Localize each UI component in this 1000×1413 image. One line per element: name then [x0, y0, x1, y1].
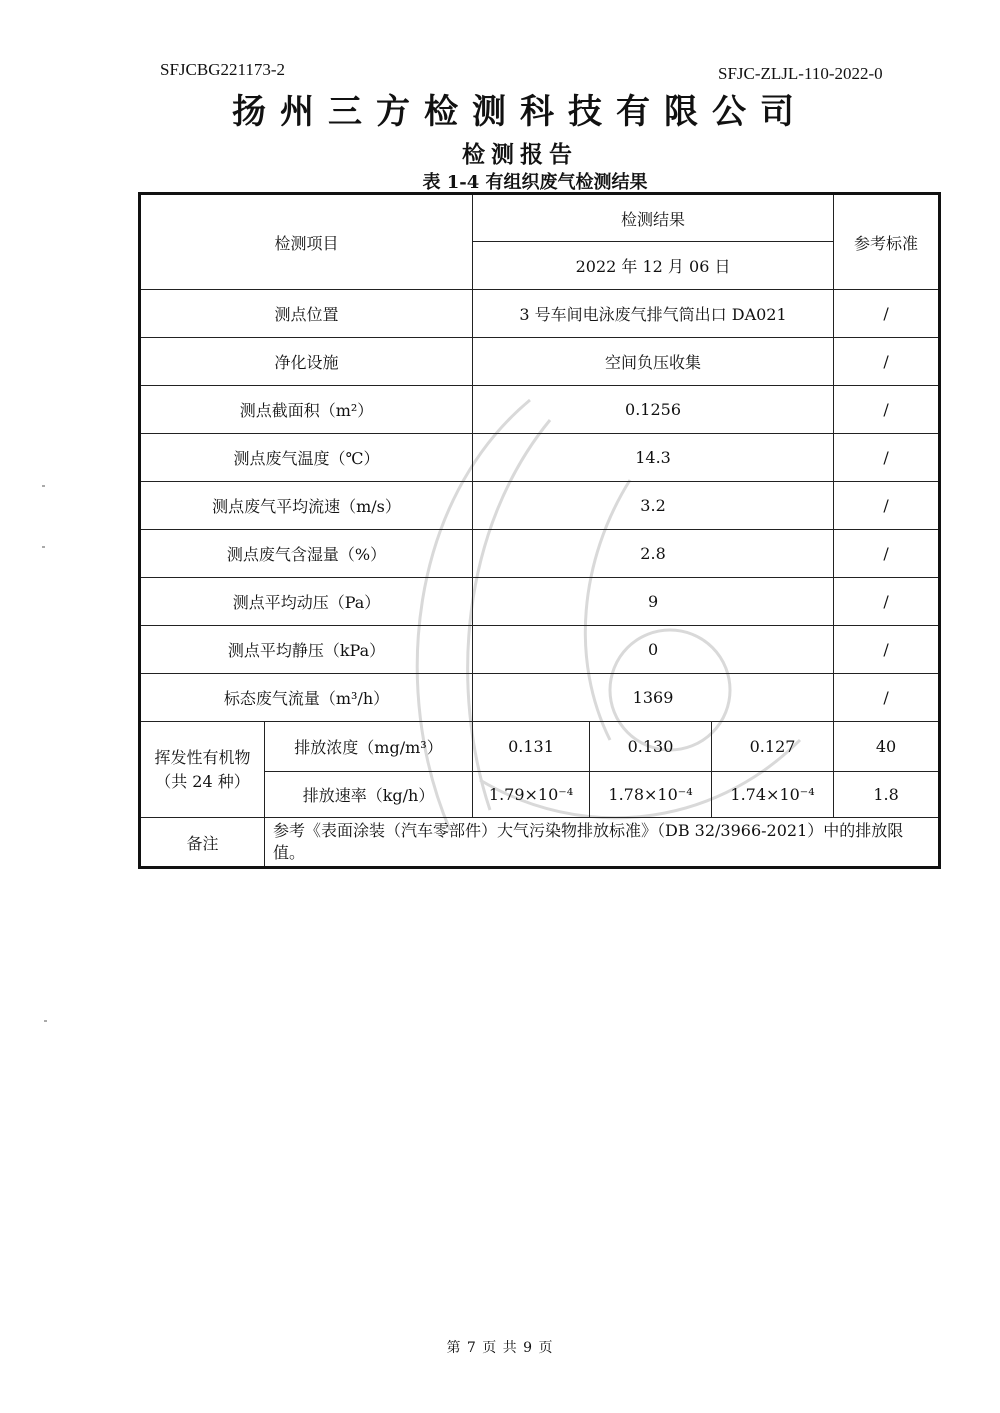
table-row — [140, 674, 940, 722]
row-value: 空间负压收集 — [473, 338, 834, 386]
rate-label: 排放速率（kg/h） — [265, 772, 473, 818]
row-value: 3 号车间电泳废气排气筒出口 DA021 — [473, 290, 834, 338]
table-row — [140, 578, 940, 626]
remark-row — [140, 818, 940, 868]
row-label: 测点废气含湿量（%） — [140, 530, 473, 578]
row-value: 14.3 — [473, 434, 834, 482]
row-standard: / — [834, 290, 940, 338]
row-standard: / — [834, 434, 940, 482]
concentration-value: 0.131 — [473, 722, 590, 772]
scan-speck — [44, 1020, 47, 1022]
rate-value: 1.79×10⁻⁴ — [473, 772, 590, 818]
concentration-value: 0.130 — [590, 722, 712, 772]
result-header: 检测结果 — [473, 194, 834, 242]
row-label: 测点位置 — [140, 290, 473, 338]
rate-value: 1.74×10⁻⁴ — [712, 772, 834, 818]
remark-label: 备注 — [140, 818, 265, 868]
table-row — [140, 482, 940, 530]
row-label: 标态废气流量（m³/h） — [140, 674, 473, 722]
table-row — [140, 338, 940, 386]
test-date: 2022 年 12 月 06 日 — [473, 242, 834, 290]
row-standard: / — [834, 386, 940, 434]
row-value: 9 — [473, 578, 834, 626]
row-standard: / — [834, 626, 940, 674]
company-name: 扬州三方检测科技有限公司 — [232, 92, 808, 132]
rate-standard: 1.8 — [834, 772, 940, 818]
row-value: 2.8 — [473, 530, 834, 578]
page-number: 第 7 页 共 9 页 — [446, 1340, 554, 1356]
voc-concentration-row — [140, 722, 940, 772]
rate-value: 1.78×10⁻⁴ — [590, 772, 712, 818]
row-label: 测点废气温度（℃） — [140, 434, 473, 482]
table-row — [140, 530, 940, 578]
item-header: 检测项目 — [140, 194, 473, 290]
row-standard: / — [834, 674, 940, 722]
row-value: 0 — [473, 626, 834, 674]
voc-name-line2: （共 24 种） — [155, 771, 250, 791]
scan-speck — [42, 485, 45, 487]
standard-header: 参考标准 — [834, 194, 940, 290]
row-standard: / — [834, 338, 940, 386]
row-value: 3.2 — [473, 482, 834, 530]
row-value: 1369 — [473, 674, 834, 722]
row-label: 测点平均静压（kPa） — [140, 626, 473, 674]
voc-name-line1: 挥发性有机物 — [154, 747, 251, 767]
row-label: 测点平均动压（Pa） — [140, 578, 473, 626]
row-label: 测点废气平均流速（m/s） — [140, 482, 473, 530]
report-title: 检测报告 — [462, 141, 578, 168]
row-label: 测点截面积（m²） — [140, 386, 473, 434]
concentration-label: 排放浓度（mg/m³） — [265, 722, 473, 772]
row-label: 净化设施 — [140, 338, 473, 386]
concentration-standard: 40 — [834, 722, 940, 772]
row-standard: / — [834, 578, 940, 626]
row-standard: / — [834, 482, 940, 530]
scan-speck — [42, 546, 45, 548]
row-standard: / — [834, 530, 940, 578]
form-number: SFJC-ZLJL-110-2022-0 — [718, 64, 883, 83]
report-number: SFJCBG221173-2 — [160, 60, 286, 79]
table-row — [140, 434, 940, 482]
concentration-value: 0.127 — [712, 722, 834, 772]
table-row — [140, 626, 940, 674]
remark-text: 参考《表面涂装（汽车零部件）大气污染物排放标准》（DB 32/3966-2021）中的排放限值。 — [265, 818, 940, 868]
row-value: 0.1256 — [473, 386, 834, 434]
table-row — [140, 386, 940, 434]
table-title: 表 1-4 有组织废气检测结果 — [422, 172, 648, 193]
table-row — [140, 290, 940, 338]
table-header-row — [140, 194, 940, 242]
voc-name — [140, 722, 265, 818]
emission-results-table — [138, 192, 941, 869]
